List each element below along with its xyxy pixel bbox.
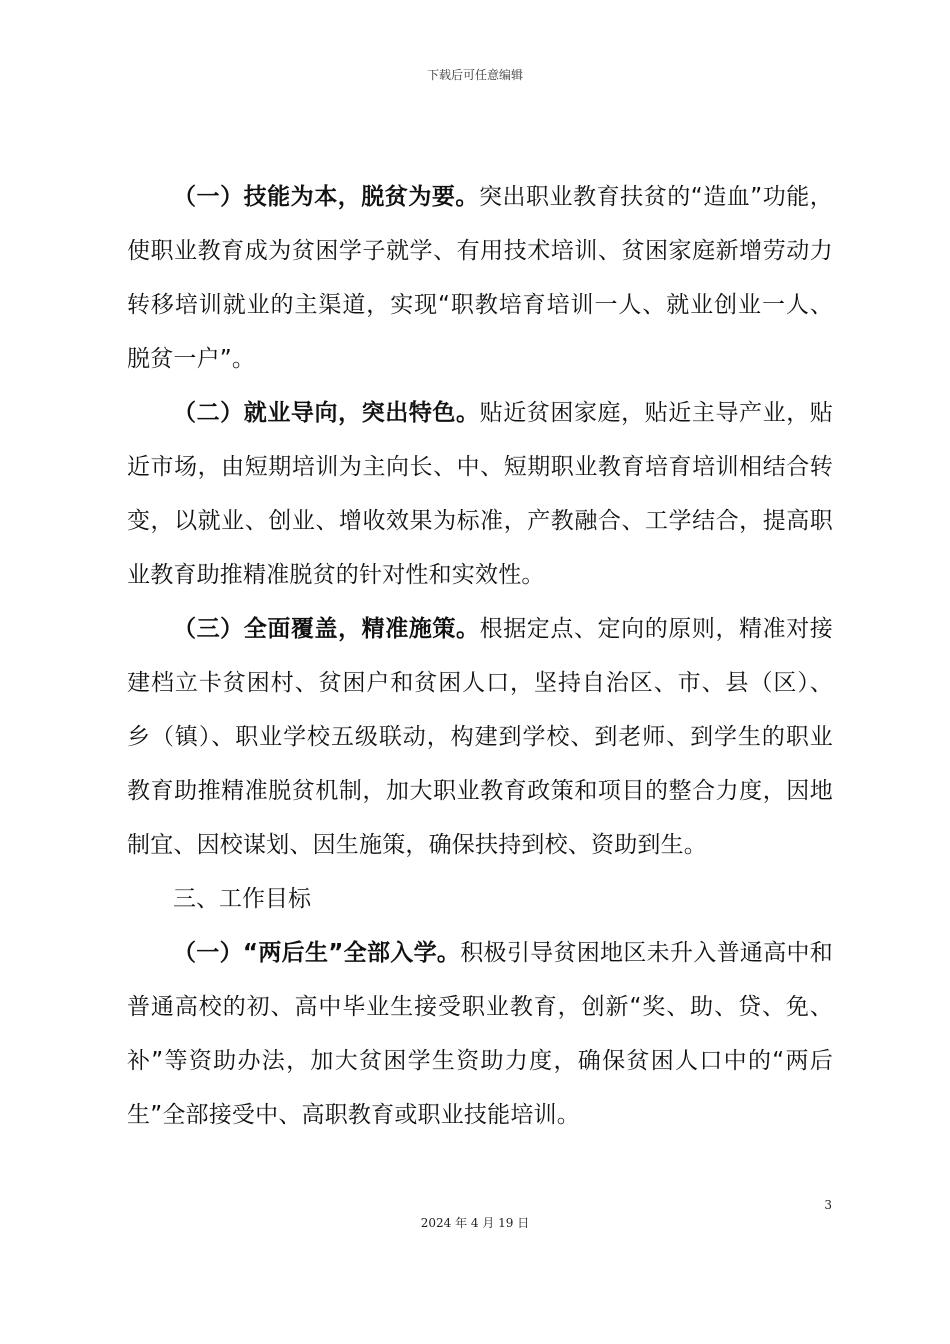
paragraph-heading: （三）全面覆盖，精准施策。 [173, 616, 480, 642]
goal-paragraph-1 [127, 926, 833, 1142]
principle-paragraph-1 [127, 170, 833, 386]
paragraph-text: 积极引导贫困地区未升入普通高中和普通高校的初、高中毕业生接受职业教育，创新“奖、助、贷、免、补”等资助办法，加大贫困学生资助力度，确保贫困人口中的“两后生”全部接受中、高职教育或职业技能培训。 [127, 940, 834, 1128]
paragraph-heading: （一）“两后生”全部入学。 [173, 940, 461, 966]
paragraph-text: 突出职业教育扶贫的“造血”功能，使职业教育成为贫困学子就学、有用技术培训、贫困家庭新增劳动力转移培训就业的主渠道，实现“职教培育培训一人、就业创业一人、脱贫一户”。 [127, 184, 833, 372]
paragraph-heading: （二）就业导向，突出特色。 [173, 400, 480, 426]
paragraph-text: 根据定点、定向的原则，精准对接建档立卡贫困村、贫困户和贫困人口，坚持自治区、市、县（区）、乡（镇）、职业学校五级联动，构建到学校、到老师、到学生的职业教育助推精准脱贫机制，加大职业教育政策和项目的整合力度，因地制宜、因校谋划、因生施策，确保扶持到校、资助到生。 [127, 616, 833, 858]
page-header: 下载后可任意编辑 [426, 68, 523, 82]
principle-paragraph-3 [127, 602, 833, 872]
section-title: 三、工作目标 [173, 886, 311, 912]
principle-paragraph-2 [127, 386, 833, 602]
page-number: 3 [824, 1198, 832, 1212]
paragraph-text: 贴近贫困家庭，贴近主导产业，贴近市场，由短期培训为主向长、中、短期职业教育培育培训相结合转变，以就业、创业、增收效果为标准，产教融合、工学结合，提高职业教育助推精准脱贫的针对性和实效性。 [127, 400, 833, 588]
footer-date: 2024 年 4 月 19 日 [420, 1216, 530, 1230]
paragraph-heading: （一）技能为本，脱贫为要。 [173, 184, 479, 210]
document-body [127, 170, 833, 1142]
